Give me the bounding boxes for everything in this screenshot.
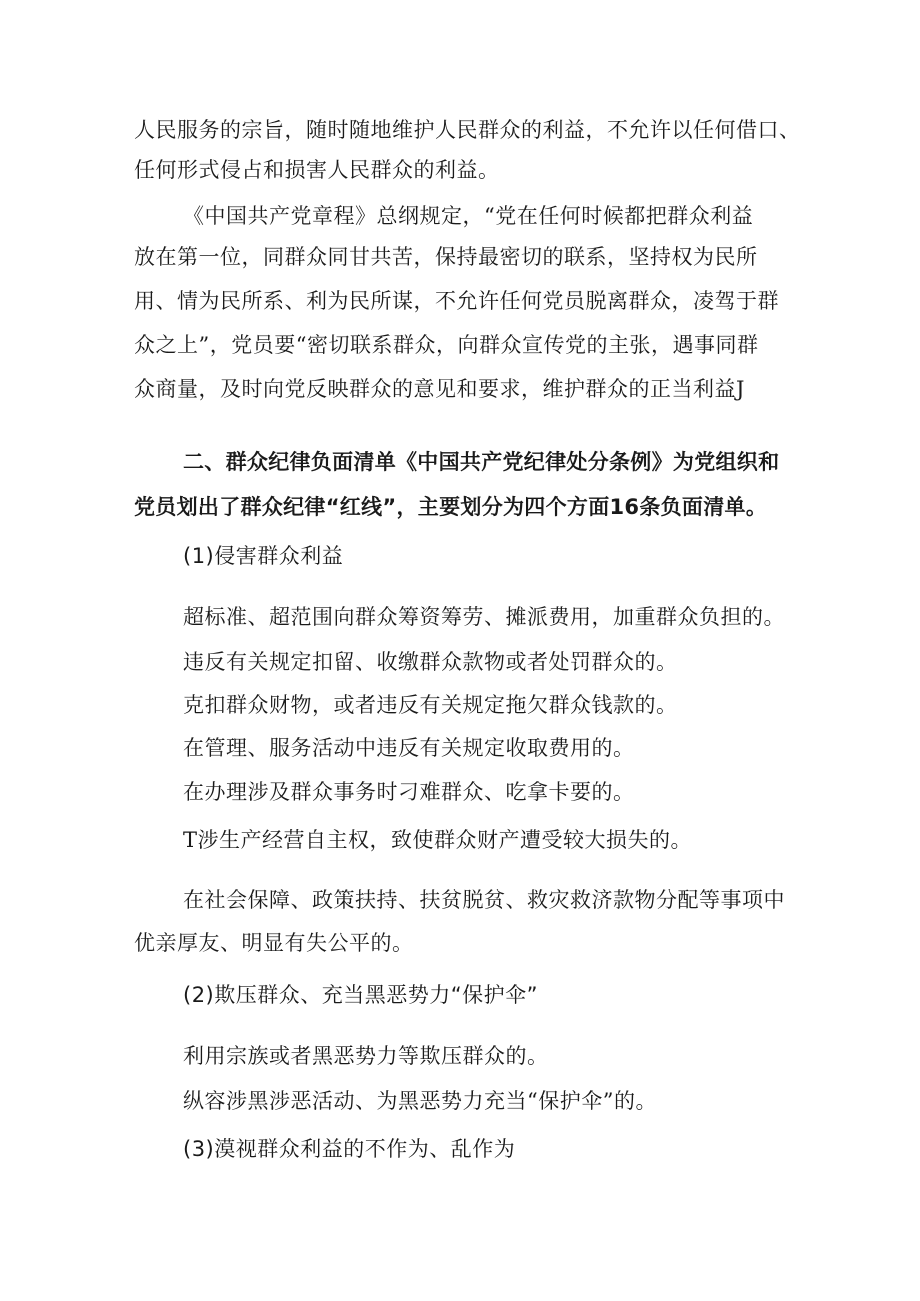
subsection-1-item: 在办理涉及群众事务时刁难群众、吃拿卡要的。 [183, 780, 635, 804]
section-two-heading-line-1: 二、群众纪律负面清单《中国共产党纪律处分条例》为党组织和 [183, 450, 780, 474]
subsection-1-item: 在管理、服务活动中违反有关规定收取费用的。 [183, 736, 635, 760]
subsection-1-item: T涉生产经营自主权，致使群众财产遭受较大损失的。 [183, 828, 693, 852]
intro-line-2: 任何形式侵占和损害人民群众的利益。 [134, 158, 500, 182]
charter-line-4: 众之上”，党员要“密切联系群众，向群众宣传党的主张，遇事同群 [134, 333, 759, 357]
subsection-1-item: 克扣群众财物，或者违反有关规定拖欠群众钱款的。 [183, 693, 678, 717]
subsection-1-item: 违反有关规定扣留、收缴群众款物或者处罚群众的。 [183, 650, 678, 674]
section-two-heading-line-2: 党员划出了群众纪律“红线”，主要划分为四个方面16条负面清单。 [134, 495, 768, 519]
subsection-1-item: 超标准、超范围向群众筹资筹劳、摊派费用，加重群众负担的。 [183, 605, 785, 629]
charter-line-5: 众商量，及时向党反映群众的意见和要求，维护群众的正当利益J [134, 377, 745, 401]
charter-line-1: 《中国共产党章程》总纲规定，“党在任何时候都把群众利益 [183, 204, 754, 228]
subsection-2-item: 利用宗族或者黑恶势力等欺压群众的。 [183, 1044, 549, 1068]
subsection-2-title: (2)欺压群众、充当黑恶势力“保护伞” [183, 983, 539, 1007]
subsection-1-item: 在社会保障、政策扶持、扶贫脱贫、救灾救济款物分配等事项中 [183, 888, 785, 912]
subsection-1-title: (1)侵害群众利益 [183, 544, 344, 568]
subsection-1-item-continued: 优亲厚友、明显有失公平的。 [134, 931, 414, 955]
charter-line-3: 用、情为民所系、利为民所谋，不允许任何党员脱离群众，凌驾于群 [134, 289, 779, 313]
charter-line-2: 放在第一位，同群众同甘共苦，保持最密切的联系，坚持权为民所 [134, 245, 758, 269]
intro-line-1: 人民服务的宗旨，随时随地维护人民群众的利益，不允许以任何借口、 [134, 118, 801, 142]
subsection-2-item: 纵容涉黑涉恶活动、为黑恶势力充当“保护伞”的。 [183, 1089, 657, 1113]
subsection-3-title: (3)漠视群众利益的不作为、乱作为 [183, 1137, 516, 1161]
